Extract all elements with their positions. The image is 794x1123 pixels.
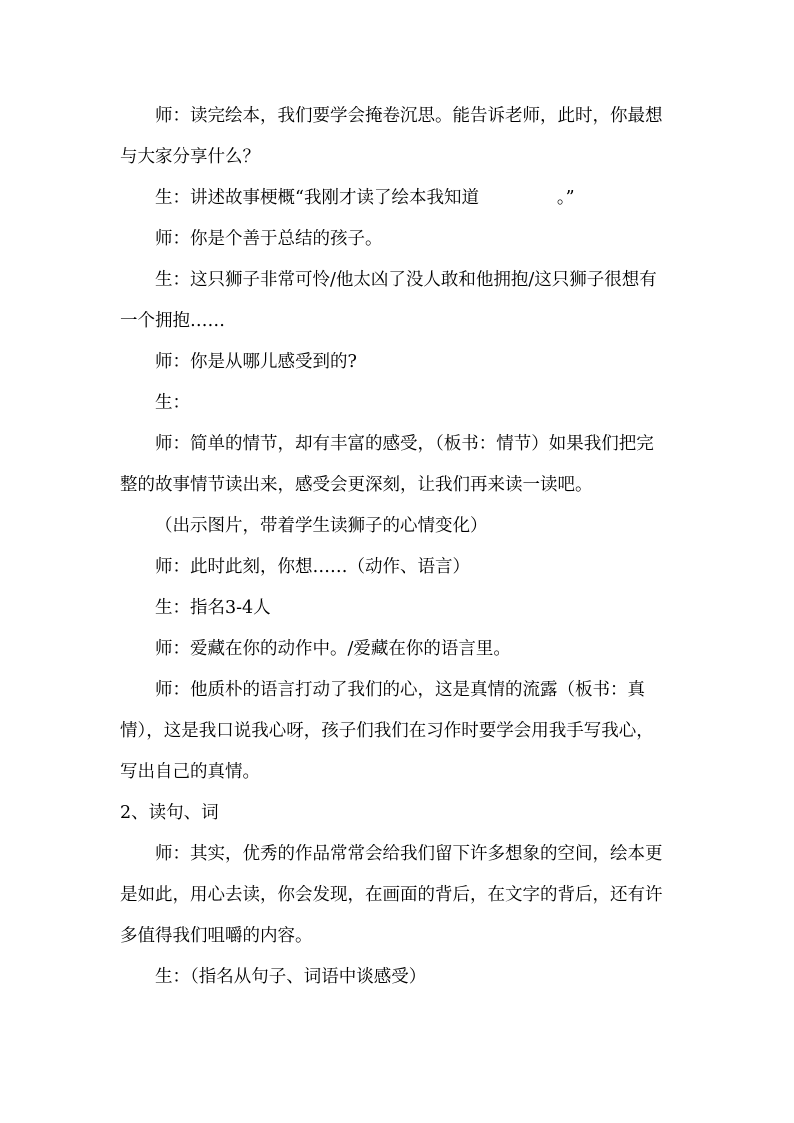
paragraph-4: 生：这只狮子非常可怜/他太凶了没人敢和他拥抱/这只狮子很想有一个拥抱…… [120,270,657,331]
paragraph-6: 生： [155,393,190,413]
paragraph-5: 师：你是从哪儿感受到的? [155,352,357,372]
document-body [120,96,668,998]
paragraph-11: 师：爱藏在你的动作中。/爱藏在你的语言里。 [155,639,511,659]
section-heading: 2、读句、词 [120,803,219,823]
paragraph-12: 师：他质朴的语言打动了我们的心，这是真情的流露（板书：真情），这是我口说我心呀，孩子们我们在习作时要学会用我手写我心，写出自己的真情。 [120,680,654,782]
paragraph-7: 师：简单的情节，却有丰富的感受，（板书：情节）如果我们把完整的故事情节读出来，感受会更深刻，让我们再来读一读吧。 [120,434,654,495]
paragraph-2: 生：讲述故事梗概“我刚才读了绘本我知道 。” [155,188,575,208]
paragraph-1: 师：读完绘本，我们要学会掩卷沉思。能告诉老师，此时，你最想与大家分享什么？ [120,106,663,167]
paragraph-3: 师：你是个善于总结的孩子。 [155,229,383,249]
paragraph-10: 生：指名3-4人 [155,598,271,618]
paragraph-9: 师：此时此刻，你想……（动作、语言） [155,557,470,577]
paragraph-8: （出示图片，带着学生读狮子的心情变化） [155,516,488,536]
paragraph-14: 师：其实，优秀的作品常常会给我们留下许多想象的空间，绘本更是如此，用心去读，你会发现，在画面的背后，在文字的背后，还有许多值得我们咀嚼的内容。 [120,844,663,946]
paragraph-15: 生：（指名从句子、词语中谈感受） [155,967,427,987]
